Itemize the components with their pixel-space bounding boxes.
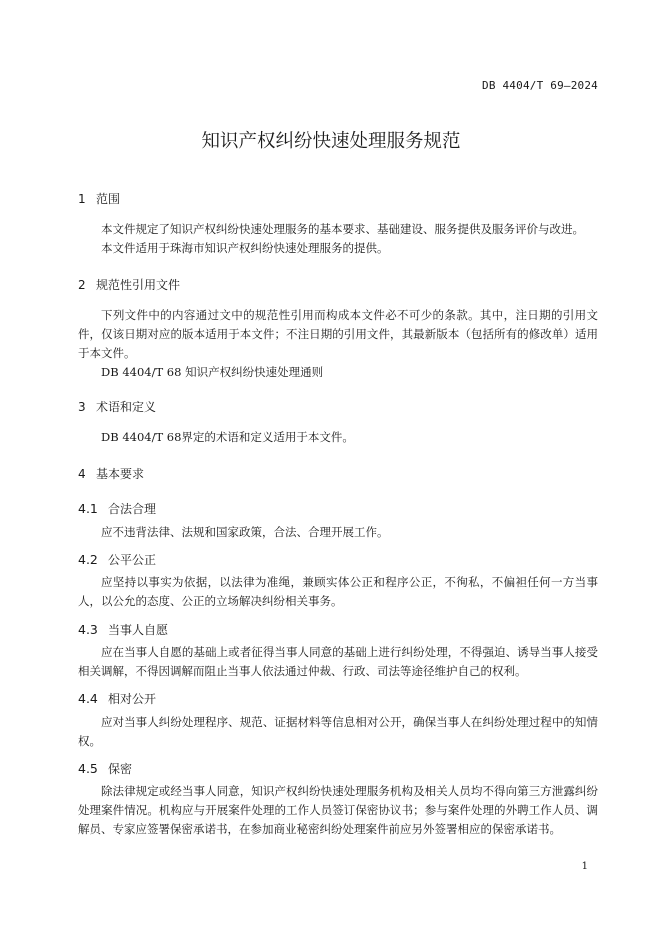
subsection-title: 保密 bbox=[108, 762, 133, 776]
section-1-heading bbox=[78, 190, 120, 207]
normative-reference: DB 4404/T 68 知识产权纠纷快速处理通则 bbox=[101, 365, 324, 379]
paragraph: 本文件适用于珠海市知识产权纠纷快速处理服务的提供。 bbox=[101, 241, 389, 255]
subsection-number: 4.5 bbox=[78, 761, 98, 776]
section-title: 规范性引用文件 bbox=[96, 278, 181, 292]
standard-code: DB 4404/T 69—2024 bbox=[482, 79, 598, 92]
subsection-4-2-heading bbox=[78, 551, 156, 568]
section-3-heading bbox=[78, 398, 156, 415]
paragraph: 应坚持以事实为依据，以法律为准绳，兼顾实体公正和程序公正，不徇私，不偏袒任何一方当事人，以公允的态度、公正的立场解决纠纷相关事务。 bbox=[78, 575, 598, 608]
section-number: 2 bbox=[78, 278, 86, 292]
subsection-4-1-heading bbox=[78, 500, 156, 517]
paragraph: 本文件规定了知识产权纠纷快速处理服务的基本要求、基础建设、服务提供及服务评价与改进。 bbox=[101, 222, 584, 236]
subsection-number: 4.3 bbox=[78, 622, 98, 637]
subsection-title: 公平公正 bbox=[108, 553, 157, 567]
section-number: 4 bbox=[78, 467, 86, 481]
paragraph: 下列文件中的内容通过文中的规范性引用而构成本文件必不可少的条款。其中，注日期的引用文件，仅该日期对应的版本适用于本文件；不注日期的引用文件，其最新版本（包括所有的修改单）适用于本文件。 bbox=[78, 308, 598, 360]
subsection-number: 4.4 bbox=[78, 691, 98, 706]
page-number: 1 bbox=[581, 861, 588, 872]
paragraph: 应在当事人自愿的基础上或者征得当事人同意的基础上进行纠纷处理，不得强迫、诱导当事人接受相关调解，不得因调解而阻止当事人依法通过仲裁、行政、司法等途径维护自己的权利。 bbox=[78, 645, 598, 678]
subsection-4-3-heading bbox=[78, 621, 168, 638]
subsection-title: 相对公开 bbox=[108, 692, 157, 706]
section-2-heading bbox=[78, 276, 180, 293]
section-title: 范围 bbox=[96, 192, 121, 206]
subsection-number: 4.1 bbox=[78, 501, 98, 516]
section-number: 1 bbox=[78, 192, 86, 206]
document-title: 知识产权纠纷快速处理服务规范 bbox=[201, 131, 461, 152]
paragraph: DB 4404/T 68界定的术语和定义适用于本文件。 bbox=[101, 430, 354, 444]
subsection-number: 4.2 bbox=[78, 552, 98, 567]
paragraph: 应对当事人纠纷处理程序、规范、证据材料等信息相对公开，确保当事人在纠纷处理过程中的知情权。 bbox=[78, 715, 598, 748]
section-number: 3 bbox=[78, 400, 86, 414]
subsection-4-5-heading bbox=[78, 760, 132, 777]
section-4-heading bbox=[78, 465, 144, 482]
subsection-title: 当事人自愿 bbox=[108, 623, 169, 637]
subsection-4-4-heading bbox=[78, 690, 156, 707]
paragraph: 应不违背法律、法规和国家政策，合法、合理开展工作。 bbox=[101, 525, 389, 539]
paragraph: 除法律规定或经当事人同意，知识产权纠纷快速处理服务机构及相关人员均不得向第三方泄露纠纷处理案件情况。机构应与开展案件处理的工作人员签订保密协议书；参与案件处理的外聘工作人员、调解员、专家应签署保密承诺书，在参加商业秘密纠纷处理案件前应另外签署相应的保密承诺书。 bbox=[78, 784, 598, 836]
section-title: 基本要求 bbox=[96, 467, 145, 481]
section-title: 术语和定义 bbox=[96, 400, 157, 414]
subsection-title: 合法合理 bbox=[108, 502, 157, 516]
